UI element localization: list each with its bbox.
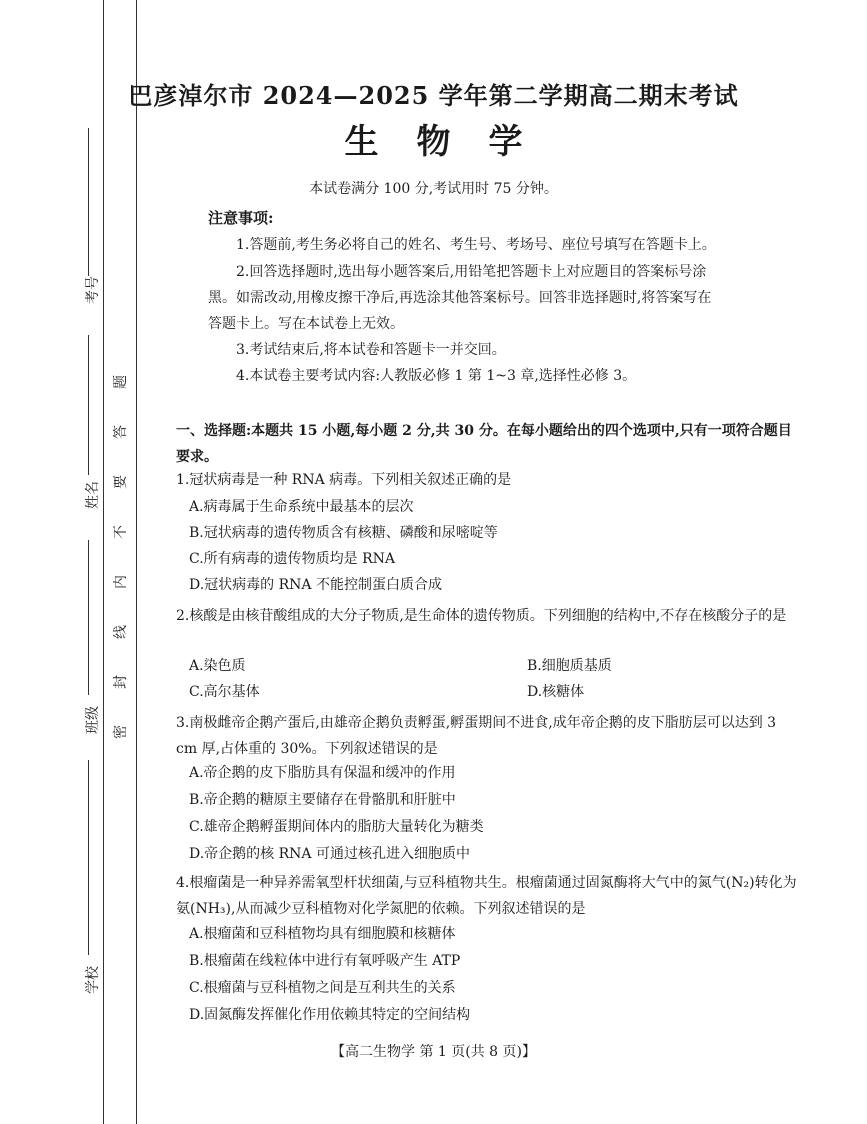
- question-2-option-d: D.核糖体: [527, 684, 585, 700]
- seal-char-ti: 题: [113, 375, 129, 389]
- question-3-option-b: B.帝企鹅的糖原主要储存在骨骼肌和肝脏中: [189, 792, 456, 808]
- question-1-option-c: C.所有病毒的遗传物质均是 RNA: [189, 551, 396, 567]
- question-4-stem: 4.根瘤菌是一种异养需氧型杆状细菌,与豆科植物共生。根瘤菌通过固氮酶将大气中的氮气(N₂)转化为氨(NH₃),从而减少豆科植物对化学氮肥的依赖。下列叙述错误的是: [176, 875, 797, 917]
- seal-char-xian: 线: [113, 625, 129, 639]
- note-3: 3.考试结束后,将本试卷和答题卡一并交回。: [236, 342, 506, 358]
- question-4-option-b: B.根瘤菌在线粒体中进行有氧呼吸产生 ATP: [189, 953, 461, 969]
- note-4: 4.本试卷主要考试内容:人教版必修 1 第 1~3 章,选择性必修 3。: [236, 368, 637, 384]
- xuexiao-fill-line: [88, 760, 89, 955]
- question-1-option-b: B.冠状病毒的遗传物质含有核糖、磷酸和尿嘧啶等: [189, 525, 498, 541]
- seal-char-nei: 内: [113, 575, 129, 589]
- question-3-option-a: A.帝企鹅的皮下脂肪具有保温和缓冲的作用: [189, 765, 456, 781]
- question-3-stem: 3.南极雌帝企鹅产蛋后,由雄帝企鹅负责孵蛋,孵蛋期间不进食,成年帝企鹅的皮下脂肪层可以达到 3 cm 厚,占体重的 30%。下列叙述错误的是: [176, 715, 777, 757]
- question-1-option-a: A.病毒属于生命系统中最基本的层次: [189, 499, 414, 515]
- question-1-option-d: D.冠状病毒的 RNA 不能控制蛋白质合成: [189, 577, 442, 593]
- question-4-option-d: D.固氮酶发挥催化作用依赖其特定的空间结构: [189, 1007, 471, 1023]
- question-1-stem: 1.冠状病毒是一种 RNA 病毒。下列相关叙述正确的是: [176, 472, 512, 488]
- note-2: 2.回答选择题时,选出每小题答案后,用铅笔把答题卡上对应题目的答案标号涂: [236, 264, 707, 280]
- question-3-option-d: D.帝企鹅的核 RNA 可通过核孔进入细胞质中: [189, 846, 470, 862]
- subject-title: 生物学: [344, 122, 561, 162]
- note-1: 1.答题前,考生务必将自己的姓名、考生号、考场号、座位号填写在答题卡上。: [236, 237, 716, 253]
- question-3-option-c: C.雄帝企鹅孵蛋期间体内的脂肪大量转化为糖类: [189, 819, 484, 835]
- question-2-option-b: B.细胞质基质: [527, 658, 612, 674]
- margin-line-inner: [136, 0, 137, 1124]
- question-2-stem: 2.核酸是由核苷酸组成的大分子物质,是生命体的遗传物质。下列细胞的结构中,不存在核酸分子的是: [176, 608, 787, 624]
- seal-char-bu: 不: [113, 525, 129, 539]
- xingming-fill-line: [88, 335, 89, 475]
- exam-title: 巴彦淖尔市 2024—2025 学年第二学期高二期末考试: [128, 81, 739, 110]
- banji-fill-line: [88, 540, 89, 695]
- question-2-option-a: A.染色质: [189, 658, 246, 674]
- banji-label: 班级: [85, 706, 101, 734]
- note-2-cont2: 答题卡上。写在本试卷上无效。: [208, 316, 404, 332]
- seal-char-mi: 密: [113, 725, 129, 739]
- question-4-option-c: C.根瘤菌与豆科植物之间是互利共生的关系: [189, 980, 456, 996]
- seal-char-da: 答: [113, 425, 129, 439]
- question-2-option-c: C.高尔基体: [189, 684, 260, 700]
- section-heading: 一、选择题:本题共 15 小题,每小题 2 分,共 30 分。在每小题给出的四个选项中,只有一项符合题目要求。: [176, 423, 792, 465]
- question-4-option-a: A.根瘤菌和豆科植物均具有细胞膜和核糖体: [189, 926, 456, 942]
- seal-char-yao: 要: [113, 475, 129, 489]
- xingming-label: 姓名: [85, 481, 101, 509]
- margin-line-outer: [103, 0, 104, 1124]
- page-footer: 【高二生物学 第 1 页(共 8 页)】: [331, 1044, 536, 1060]
- xuexiao-label: 学校: [85, 966, 101, 994]
- seal-char-feng: 封: [113, 675, 129, 689]
- notes-heading: 注意事项:: [208, 209, 274, 227]
- exam-info: 本试卷满分 100 分,考试用时 75 分钟。: [309, 181, 558, 197]
- kaohao-label: 考号: [85, 276, 101, 304]
- note-2-cont: 黑。如需改动,用橡皮擦干净后,再选涂其他答案标号。回答非选择题时,将答案写在: [208, 290, 712, 306]
